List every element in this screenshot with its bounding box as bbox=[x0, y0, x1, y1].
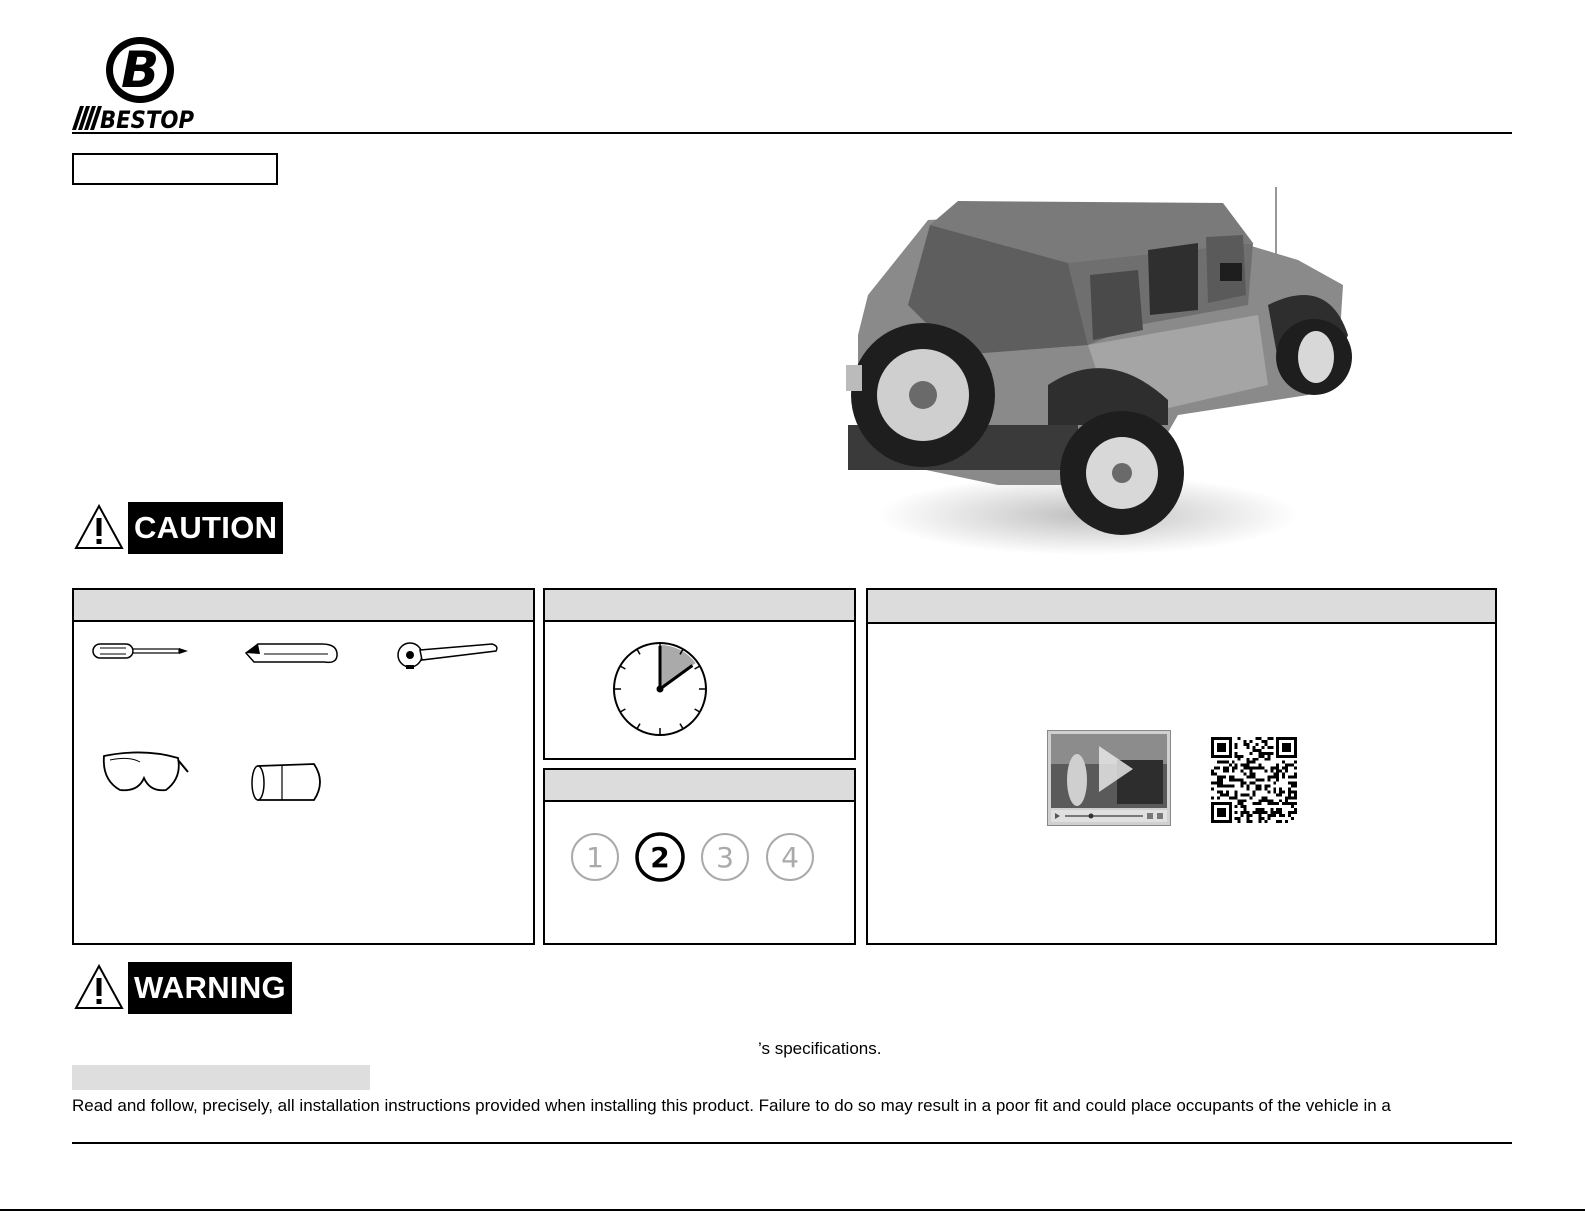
video-panel-header bbox=[868, 590, 1495, 624]
safety-glasses-icon bbox=[100, 750, 190, 794]
header-rule bbox=[72, 132, 1512, 134]
tools-panel bbox=[72, 588, 535, 945]
skill-panel-header bbox=[545, 770, 854, 802]
caution-label: CAUTION bbox=[128, 502, 283, 554]
qr-code-icon[interactable] bbox=[1211, 737, 1297, 823]
skill-level-2 bbox=[635, 832, 685, 882]
svg-text:BESTOP: BESTOP bbox=[100, 106, 195, 132]
time-panel-header bbox=[545, 590, 854, 622]
bestop-logo bbox=[70, 34, 200, 132]
time-panel bbox=[543, 588, 856, 760]
highlight-strip bbox=[72, 1065, 370, 1090]
socket-icon bbox=[250, 760, 330, 804]
instructions-text: Read and follow, precisely, all installation instructions provided when installing this product. Failure to do so may result in a poor fit and could place occupants of the vehicle in a bbox=[72, 1096, 1391, 1115]
svg-text:3: 3 bbox=[716, 841, 734, 874]
part-number-box bbox=[72, 153, 278, 185]
screwdriver-icon bbox=[92, 640, 190, 662]
skill-level-1 bbox=[570, 832, 620, 882]
skill-level-panel bbox=[543, 768, 856, 945]
skill-level-3 bbox=[700, 832, 750, 882]
svg-text:B: B bbox=[120, 41, 160, 99]
warning-label: WARNING bbox=[128, 962, 292, 1014]
footer-rule bbox=[72, 1142, 1512, 1144]
jeep-photo bbox=[838, 185, 1358, 555]
video-panel bbox=[866, 588, 1497, 945]
warning-triangle-icon bbox=[74, 964, 124, 1010]
clock-icon bbox=[609, 638, 711, 740]
svg-text:4: 4 bbox=[781, 841, 799, 874]
specifications-text: ’s specifications. bbox=[758, 1039, 882, 1058]
warning-triangle-icon bbox=[74, 504, 124, 550]
video-thumbnail[interactable] bbox=[1047, 730, 1171, 826]
svg-text:1: 1 bbox=[586, 841, 604, 874]
utility-knife-icon bbox=[244, 640, 340, 666]
page-bottom-rule bbox=[0, 1209, 1585, 1211]
svg-text:2: 2 bbox=[650, 841, 670, 874]
ratchet-icon bbox=[394, 640, 500, 670]
tools-panel-header bbox=[74, 590, 533, 622]
skill-level-4 bbox=[765, 832, 815, 882]
